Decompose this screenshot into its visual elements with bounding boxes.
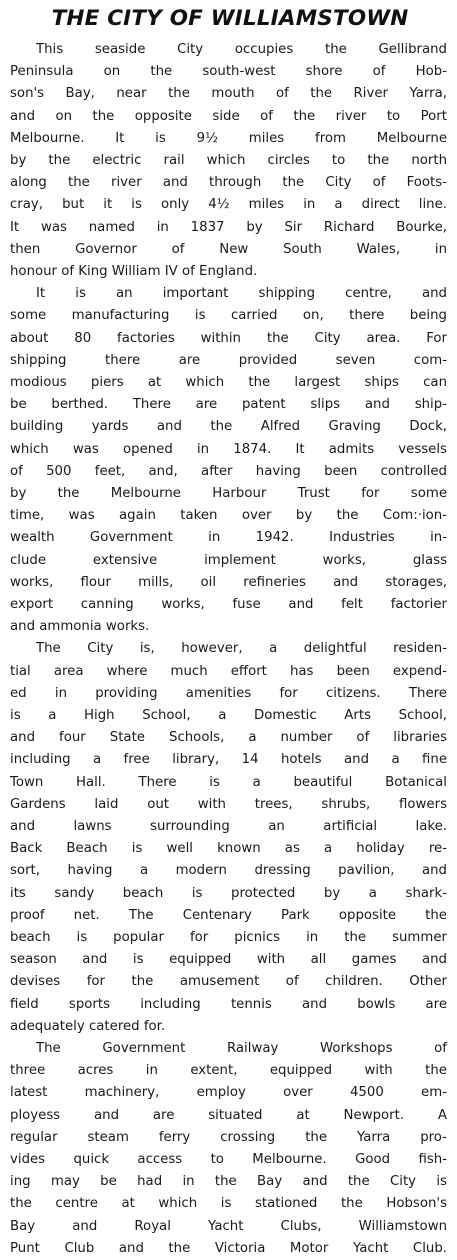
article-line: Back Beach is well known as a holiday re- [10, 841, 447, 857]
article-line: season and is equipped with all games and [10, 952, 447, 968]
article-line: and ammonia works. [10, 619, 150, 635]
article-line: Melbourne. It is 9½ miles from Melbourne [10, 130, 447, 146]
article-line: and on the opposite side of the river to Port [10, 108, 447, 124]
article-line: then Governor of New South Wales, in [10, 241, 447, 257]
article-line: some manufacturing is carried on, there being [10, 308, 447, 324]
article-line: Gardens laid out with trees, shrubs, flowers [10, 796, 447, 812]
article-line: proof net. The Centenary Park opposite the [10, 907, 447, 923]
article-line: son's Bay, near the mouth of the River Yarra, [10, 86, 447, 102]
article-line: The City is, however, a delightful residen- [36, 641, 447, 657]
article-line: the centre at which is stationed the Hobson's [10, 1196, 447, 1212]
article-line: wealth Government in 1942. Industries in- [10, 530, 447, 546]
article-line: by the Melbourne Harbour Trust for some [10, 486, 447, 501]
article-line: is a High School, a Domestic Arts School, [10, 708, 447, 723]
article-line: time, was again taken over by the Com:·ion- [10, 508, 447, 524]
article-line: including a free library, 14 hotels and a fine [10, 752, 447, 768]
article-line: which was opened in 1874. It admits vessels [10, 441, 447, 457]
article-line: The Government Railway Workshops of [36, 1041, 447, 1056]
article-line: three acres in extent, equipped with the [10, 1063, 447, 1079]
article-line: and four State Schools, a number of libraries [10, 730, 447, 746]
article-line: and lawns surrounding an artificial lake. [10, 819, 447, 834]
article-line: about 80 factories within the City area. For [10, 330, 447, 346]
article-line: export canning works, fuse and felt factorier [10, 597, 447, 612]
article-line: its sandy beach is protected by a shark- [10, 885, 447, 901]
article-line: field sports including tennis and bowls are [10, 996, 447, 1012]
article-line: adequately catered for. [10, 1018, 166, 1034]
article-line: works, flour mills, oil refineries and storages, [10, 574, 447, 590]
article-line: by the electric rail which circles to the north [10, 153, 447, 168]
article-line: ployess and are situated at Newport. A [10, 1107, 447, 1123]
article-line: Town Hall. There is a beautiful Botanical [10, 774, 447, 790]
article-line: of 500 feet, and, after having been controlled [10, 463, 447, 479]
article-line: honour of King William IV of England. [10, 264, 258, 279]
article-line: It is an important shipping centre, and [36, 286, 447, 302]
article-line: be berthed. There are patent slips and ship- [10, 397, 447, 413]
article-line: beach is popular for picnics in the summer [10, 930, 447, 945]
article-line: modious piers at which the largest ships can [10, 375, 447, 390]
article-line: along the river and through the City of Foots- [10, 175, 447, 191]
article-line: clude extensive implement works, glass [10, 552, 447, 568]
article-line: Peninsula on the south-west shore of Hob- [10, 64, 447, 80]
article-title: THE CITY OF WILLIAMSTOWN [51, 6, 409, 31]
article-line: shipping there are provided seven com- [10, 352, 447, 368]
article-line: Bay and Royal Yacht Clubs, Williamstown [10, 1218, 447, 1234]
article-line: sort, having a modern dressing pavilion, and [10, 863, 447, 879]
article-line: regular steam ferry crossing the Yarra pro- [10, 1129, 447, 1145]
article-line: It was named in 1837 by Sir Richard Bourke, [10, 219, 447, 235]
article-line: ed in providing amenities for citizens. There [10, 685, 447, 701]
article-line: cray, but it is only 4½ miles in a direct line. [10, 197, 447, 213]
article-line: building yards and the Alfred Graving Dock, [10, 419, 447, 435]
article-line: tial area where much effort has been expend- [10, 663, 447, 679]
article-line: vides quick access to Melbourne. Good fish- [10, 1152, 447, 1167]
article-line: Punt Club and the Victoria Motor Yacht Club. [10, 1240, 447, 1256]
article-line: devises for the amusement of children. Other [10, 974, 447, 990]
article-line: latest machinery, employ over 4500 em- [10, 1085, 447, 1101]
article-line: This seaside City occupies the Gellibrand [36, 42, 447, 57]
article-line: ing may be had in the Bay and the City is [10, 1174, 447, 1190]
